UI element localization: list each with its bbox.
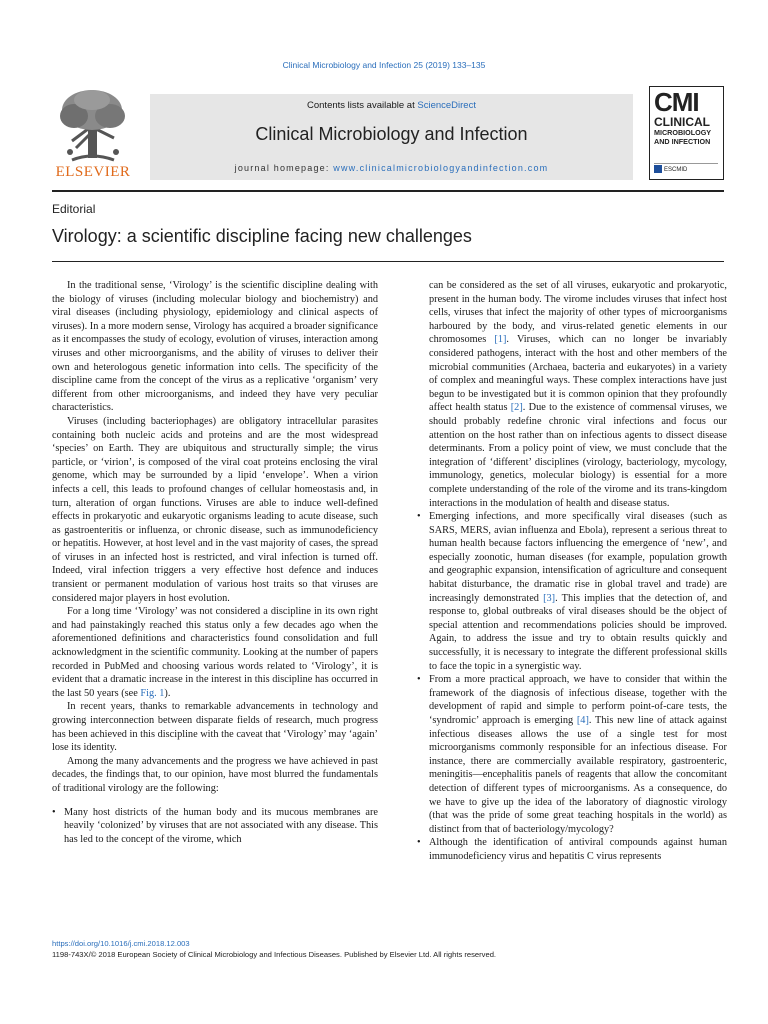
cover-line-2: MICROBIOLOGY: [654, 128, 712, 137]
text-span: From a more practical approach, we have to consider that within the framework of the diagnosis of infectious disease, together with the development of rapid and simple to perform point-of-care tests, the ‘syndromic’ approach is emerging: [429, 674, 727, 726]
paragraph: In the traditional sense, ‘Virology’ is the scientific discipline dealing with the biology of viruses (including molecular biology and biochemistry) and viral diseases (including physiology, epidemiology and clinical aspects of viruses). In a more modern sense, Virology has acquired a broader significance as it encompasses the study of ecology, evolution of viruses, interaction among viruses and other microorganisms, and the ability of viruses to deliver their own and heterologous genetic information into cells. The specificity of the discipline came from the concept of the virus as a replicative ‘organism’ very different from other microorganisms, and indeed they have very peculiar characteristics.: [52, 280, 378, 414]
text-span: For a long time ‘Virology’ was not considered a discipline in its own right and had painstakingly reached this status only a few decades ago when the aforementioned definitions and characteristics found consolidation and full acknowledgment in the scientific community. Looking at the number of papers recorded in PubMed and choosing various words related to ‘Virology’, it is evident that a dramatic increase in the interest in this discipline has occurred in the last 50 years (see: [52, 606, 378, 699]
reference-link[interactable]: [2]: [510, 402, 523, 414]
findings-list: [52, 806, 378, 847]
article-section: Editorial: [52, 202, 96, 216]
paragraph: [52, 605, 378, 700]
text-span: . Viruses, which can no longer be invariably considered pathogens, interact with the host and other members of the microbial communities (Archaea, bacteria and eukaryotes) in a variety of complex and meaningful ways. These complex interactions have just begun to be investigated but it is common opinion that they profoundly affect health status: [429, 334, 727, 414]
paragraph: Viruses (including bacteriophages) are obligatory intracellular parasites containing both nucleic acids and proteins and are the most widespread ‘species’ on Earth. They are ubiquitous and structurally simple; the virus particle, or ‘virion’, is composed of the viral coat proteins enclosing the viral genome, which may be surrounded by a lipid ‘envelope’. When a virion infects a cell, this leads to profound changes of cellular homeostasis and, in turn, alteration of organ functions. Viruses are able to induce well-defined effects in prokaryotic and eukaryotic organisms leading to acute disease, such as gastroenteritis or influenza, or chronic disease, such as immunodeficiency or hepatitis. However, at host level and in the vast majority of cases, the spread of viruses in an infected host is restricted, and viral infection is turned off. Indeed, viral infection triggers a very effective host defence and induces transient or permanent modulation of various host traits so that viruses are considered major players in host evolution.: [52, 415, 378, 604]
reference-link[interactable]: [4]: [576, 715, 589, 726]
journal-name: Clinical Microbiology and Infection: [255, 124, 528, 144]
contents-prefix: Contents lists available at: [307, 100, 418, 111]
tree-icon: [52, 86, 134, 164]
list-item: • Although the identification of antiviral compounds against human immunodeficiency virus and hepatitis C virus represents: [417, 836, 727, 863]
list-item: [417, 673, 727, 836]
copyright-notice: 1198-743X/© 2018 European Society of Clinical Microbiology and Infectious Diseases. Published by Elsevier Ltd. All rights reserved.: [52, 950, 497, 959]
doi-link[interactable]: https://doi.org/10.1016/j.cmi.2018.12.003: [52, 939, 190, 948]
header-divider: [52, 190, 724, 192]
cover-line-3: AND INFECTION: [654, 136, 711, 146]
figure-link[interactable]: Fig. 1: [140, 687, 165, 699]
contents-line: [150, 100, 633, 111]
paragraph: Among the many advancements and the progress we have achieved in past decades, the findings that, to our opinion, have most blurred the fundamentals of traditional virology are the following:: [52, 755, 378, 794]
title-divider: [52, 261, 724, 262]
reference-link[interactable]: [1]: [494, 334, 507, 346]
journal-masthead: [52, 86, 722, 186]
cover-line-1: CLINICAL: [654, 115, 710, 129]
homepage-line: [150, 163, 633, 173]
escmid-label: ESCMID: [664, 167, 688, 173]
text-span: . This new line of attack against infectious diseases allows the use of a single test for most microorganisms commonly responsible for an infectious disease. For instance, there are commercially available respiratory, gastroenteric, meningitis—encephalitis panels of reagents that allow the concomitant detection of different types of microorganisms. As a consequence, do we have to give up the idea of the laboratory of diagnostic virology (that was the pride of some great teaching hospitals in the world) as distinct from that of bacteriology/mycology?: [429, 715, 727, 835]
publisher-name[interactable]: ELSEVIER: [55, 164, 131, 180]
paragraph: In recent years, thanks to remarkable advancements in technology and growing interconnection between disparate fields of research, much progress has been achieved in this discipline with the caveat that ‘Virology’ may ‘again’ lose its identity.: [52, 701, 378, 754]
page-footer: [52, 938, 496, 960]
homepage-prefix: journal homepage:: [234, 163, 334, 173]
paragraph: [417, 279, 727, 510]
journal-banner: [150, 94, 633, 180]
reference-link[interactable]: [3]: [543, 592, 556, 604]
escmid-icon: [654, 165, 662, 173]
body-column-left: [52, 279, 378, 846]
text-span: ).: [164, 687, 171, 699]
text-span: Emerging infections, and more specifically viral diseases (such as SARS, MERS, avian influenza and Ebola), represent a serious threat to human health because factors influencing the emergence of ‘new’, and especially zoonotic, human diseases (for example, population growth and geographic expansion, intensification of agriculture and consequent habitat disturbance, the dramatic rise in global travel and trade) are increasingly demonstrated: [429, 511, 727, 604]
article-title: Virology: a scientific discipline facing new challenges: [52, 226, 472, 246]
sciencedirect-link[interactable]: ScienceDirect: [417, 100, 476, 111]
findings-list-continued: [417, 510, 727, 863]
journal-citation[interactable]: Clinical Microbiology and Infection 25 (2019) 133–135: [282, 60, 486, 70]
text-span: . This implies that the detection of, and response to, global outbreaks of viral diseases should be the object of special attention and recommendations policies should be improved. Again, to address the issue and try to obtain results quickly and successfully, it is necessary to integrate the different professional skills to face the topic in a synergistic way.: [429, 592, 727, 672]
body-column-right: [417, 279, 727, 864]
list-item: [417, 510, 727, 673]
journal-cover-logo: [649, 86, 724, 180]
text-span: can be considered as the set of all viruses, eukaryotic and prokaryotic, present in the human body. The virome includes viruses that infect host cells, viruses that infect the majority of other types of microorganisms harboured by the body, and virus-related genetic elements in our chromosomes: [429, 280, 727, 346]
list-item: • Many host districts of the human body and its mucous membranes are heavily ‘colonized’ by viruses that are not associated with any disease. This has led to the concept of the virome, which: [52, 806, 378, 847]
text-span: . Due to the existence of commensal viruses, we should probably redefine chronic viral infections and focus our attention on the host rather than on infectious agents to dissect disease determinants. From a policy point of view, we must conclude that the integration of ‘different’ disciplines (virology, bacteriology, mycology, immunology, genetics, molecular biology) is essential for a more complete understanding of the role of the virome and its trans-kingdom interactions in the modulation of health and disease status.: [429, 402, 727, 509]
homepage-link[interactable]: www.clinicalmicrobiologyandinfection.com: [333, 163, 549, 173]
cover-subtitle: [654, 129, 722, 146]
cover-abbrev: CMI: [654, 87, 699, 117]
escmid-badge: [654, 163, 718, 176]
